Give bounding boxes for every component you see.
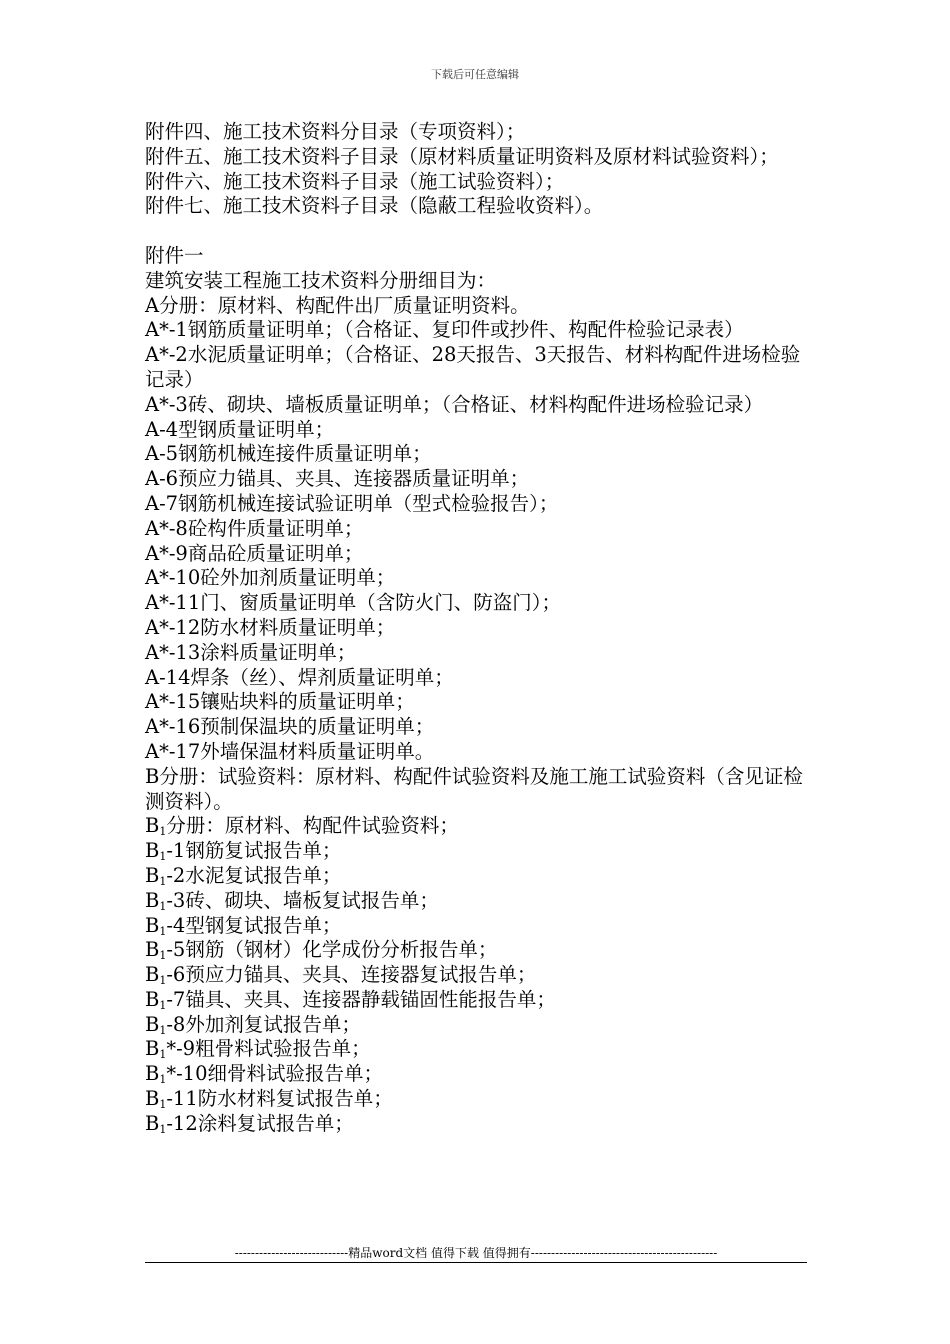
section-a-item: A*-10砼外加剂质量证明单； <box>145 566 396 590</box>
section-a-item: A-5钢筋机械连接件质量证明单； <box>145 442 432 466</box>
page-header: 下载后可任意编辑 <box>431 68 519 81</box>
section-b-heading: B分册：试验资料：原材料、构配件试验资料及施工施工试验资料（含见证检测资料）。 <box>145 764 803 813</box>
b1-prefix: B <box>145 888 160 912</box>
section-b1-item <box>145 1087 815 1112</box>
section-a-item: A-7钢筋机械连接试验证明单（型式检验报告）； <box>145 491 559 515</box>
section-a-item: A-6预应力锚具、夹具、连接器质量证明单； <box>145 467 530 491</box>
b1-prefix: B <box>145 987 160 1011</box>
section-a-item: A*-3砖、砌块、墙板质量证明单；（合格证、材料构配件进场检验记录） <box>145 392 764 416</box>
section-b1-list <box>145 839 815 1137</box>
section-b1-item <box>145 1037 815 1062</box>
section-b1-heading <box>145 814 815 839</box>
b1-prefix: B <box>145 1111 160 1135</box>
appendix-list-item: 附件六、施工技术资料子目录（施工试验资料）； <box>145 169 565 193</box>
section-a-item: A*-8砼构件质量证明单； <box>145 516 364 540</box>
b1-subscript: 1 <box>159 998 167 1012</box>
section-a-item: A*-11门、窗质量证明单（含防火门、防盗门）； <box>145 591 561 615</box>
b1-subscript: 1 <box>159 850 167 864</box>
b1-subscript: 1 <box>159 1122 167 1136</box>
section-a-item: A*-1钢筋质量证明单；（合格证、复印件或抄件、构配件检验记录表） <box>145 318 744 342</box>
appendix-list-item: 附件七、施工技术资料子目录（隐蔽工程验收资料）。 <box>145 194 604 218</box>
b1-subscript: 1 <box>159 899 167 913</box>
section-a-item: A*-13涂料质量证明单； <box>145 640 357 664</box>
section-a-item: A*-16预制保温块的质量证明单； <box>145 715 435 739</box>
b1-subscript: 1 <box>159 1048 167 1062</box>
b1-prefix: B <box>145 814 160 838</box>
section-b1-item <box>145 1062 815 1087</box>
b1-item-text: -1钢筋复试报告单； <box>166 839 342 863</box>
b1-prefix: B <box>145 863 160 887</box>
appendix-title: 附件一 <box>145 243 204 267</box>
b1-heading-text: 分册：原材料、构配件试验资料； <box>166 814 459 838</box>
section-b1-item <box>145 963 815 988</box>
section-a-item: A*-9商品砼质量证明单； <box>145 541 364 565</box>
b1-prefix: B <box>145 913 160 937</box>
b1-item-text: -6预应力锚具、夹具、连接器复试报告单； <box>166 963 537 987</box>
b1-item-text: *-10细骨料试验报告单； <box>166 1062 383 1086</box>
section-b1-item <box>145 914 815 939</box>
b1-subscript: 1 <box>159 825 167 839</box>
section-a-item: A-4型钢质量证明单； <box>145 417 335 441</box>
b1-prefix: B <box>145 839 160 863</box>
section-a-item: A-14焊条（丝）、焊剂质量证明单； <box>145 665 454 689</box>
section-a-item: A*-17外墙保温材料质量证明单。 <box>145 739 435 763</box>
b1-subscript: 1 <box>159 974 167 988</box>
b1-subscript: 1 <box>159 1098 167 1112</box>
section-a-heading: A分册：原材料、构配件出厂质量证明资料。 <box>145 293 530 317</box>
blank-line <box>145 219 815 244</box>
b1-subscript: 1 <box>159 1073 167 1087</box>
appendix-list-item: 附件五、施工技术资料子目录（原材料质量证明资料及原材料试验资料）； <box>145 144 779 168</box>
section-b1-item <box>145 988 815 1013</box>
b1-item-text: -11防水材料复试报告单； <box>166 1087 393 1111</box>
section-a-item: A*-2水泥质量证明单；（合格证、28天报告、3天报告、材料构配件进场检验记录） <box>145 343 801 391</box>
section-a-list <box>145 318 815 764</box>
appendix-list-item: 附件四、施工技术资料分目录（专项资料）； <box>145 120 526 143</box>
b1-prefix: B <box>145 1062 160 1086</box>
b1-subscript: 1 <box>159 924 167 938</box>
section-b1-item <box>145 938 815 963</box>
appendix-intro: 建筑安装工程施工技术资料分册细目为： <box>145 268 497 292</box>
b1-prefix: B <box>145 938 160 962</box>
b1-item-text: -5钢筋（钢材）化学成份分析报告单； <box>166 938 498 962</box>
section-b1-item <box>145 889 815 914</box>
b1-item-text: -7锚具、夹具、连接器静载锚固性能报告单； <box>166 987 556 1011</box>
section-b1-item <box>145 1112 815 1137</box>
b1-subscript: 1 <box>159 1023 167 1037</box>
b1-subscript: 1 <box>159 949 167 963</box>
section-a-item: A*-15镶贴块料的质量证明单； <box>145 690 415 714</box>
footer-rule <box>145 1262 807 1263</box>
b1-item-text: -2水泥复试报告单； <box>166 863 342 887</box>
b1-prefix: B <box>145 1087 160 1111</box>
b1-prefix: B <box>145 963 160 987</box>
b1-item-text: *-9粗骨料试验报告单； <box>166 1037 371 1061</box>
b1-subscript: 1 <box>159 874 167 888</box>
b1-item-text: -4型钢复试报告单； <box>166 913 342 937</box>
b1-prefix: B <box>145 1012 160 1036</box>
section-a-item: A*-12防水材料质量证明单； <box>145 615 396 639</box>
b1-prefix: B <box>145 1037 160 1061</box>
section-b1-item <box>145 864 815 889</box>
b1-item-text: -12涂料复试报告单； <box>166 1111 354 1135</box>
section-b1-item <box>145 1013 815 1038</box>
section-b1-item <box>145 839 815 864</box>
document-body <box>145 120 815 1137</box>
b1-item-text: -8外加剂复试报告单； <box>166 1012 361 1036</box>
b1-item-text: -3砖、砌块、墙板复试报告单； <box>166 888 439 912</box>
page-footer: ----------------------------精品word文档 值得下载 值得拥有---------------------------------------------- <box>234 1246 718 1260</box>
